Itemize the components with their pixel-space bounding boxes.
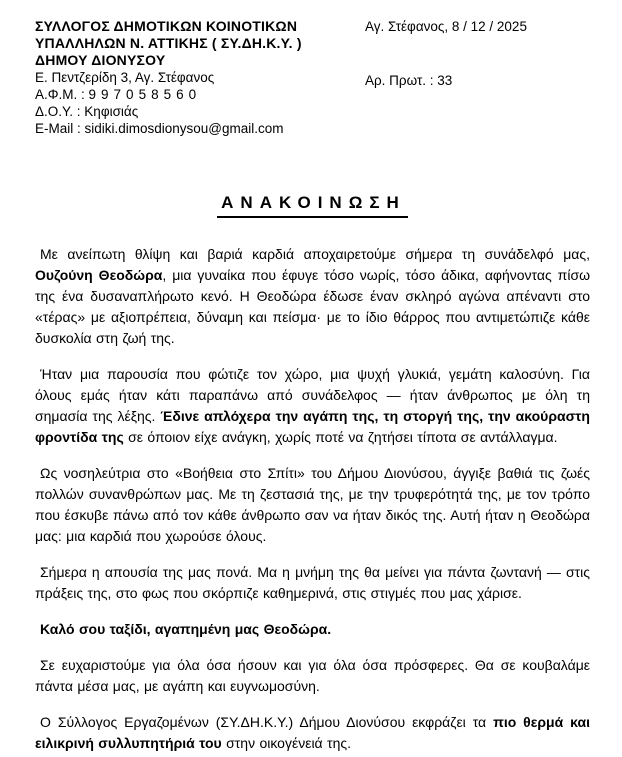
paragraph-bold-run: Έδινε απλόχερα την αγάπη της, τη στοργή της, την ακούραστη φροντίδα της bbox=[35, 408, 590, 445]
paragraph-text-run: Με ανείπωτη θλίψη και βαριά καρδιά αποχαιρετούμε σήμερα τη συνάδελφό μας, bbox=[40, 246, 590, 262]
afm-value: 997058560 bbox=[88, 87, 202, 102]
paragraph-text-run: σε όποιον είχε ανάγκη, χωρίς ποτέ να ζητήσει τίποτα σε αντάλλαγμα. bbox=[123, 429, 558, 445]
organization-name-line-3: ΔΗΜΟΥ ΔΙΟΝΥΣΟΥ bbox=[35, 52, 166, 68]
paragraph-text-run: Ο Σύλλογος Εργαζομένων (ΣΥ.ΔΗ.Κ.Υ.) Δήμου Διονύσου εκφράζει τα bbox=[40, 714, 494, 730]
organization-name-line-1: ΣΥΛΛΟΓΟΣ ΔΗΜΟΤΙΚΩΝ ΚΟΙΝΟΤΙΚΩΝ bbox=[35, 18, 298, 34]
doy-line: Δ.Ο.Υ. : Κηφισιάς bbox=[35, 104, 139, 119]
page-title: ΑΝΑΚΟΙΝΩΣΗ bbox=[217, 193, 408, 218]
paragraph-text-run: Σε ευχαριστούμε για όλα όσα ήσουν και για όλα όσα πρόσφερες. Θα σε κουβαλάμε πάντα μέσα μας, με αγάπη και ευγνωμοσύνη. bbox=[35, 657, 590, 694]
title-wrap bbox=[35, 193, 590, 218]
body-paragraph-1 bbox=[35, 244, 590, 349]
paragraph-bold-run: πιο θερμά και ειλικρινή συλλυπητήριά του bbox=[35, 714, 590, 751]
paragraph-text-run: , μια γυναίκα που έφυγε τόσο νωρίς, τόσο άδικα, αφήνοντας πίσω της ένα δυσαναπλήρωτο κενό. Η Θεοδώρα έδωσε έναν σκληρό αγώνα απέναντι στο «τέρας» με αξιοπρέπεια, δύναμη και πείσμα· με το ίδιο θάρρος που αντιμετώπιζε κάθε δυσκολία στη ζωή της. bbox=[35, 267, 591, 346]
document-body bbox=[35, 244, 590, 754]
afm-line bbox=[35, 86, 365, 103]
body-paragraph-5 bbox=[35, 619, 590, 640]
afm-label: Α.Φ.Μ. : bbox=[35, 87, 89, 102]
body-paragraph-2 bbox=[35, 364, 590, 448]
body-paragraph-7 bbox=[35, 712, 590, 754]
document-header bbox=[35, 18, 590, 137]
organization-block bbox=[35, 18, 365, 137]
organization-name-line-2: ΥΠΑΛΛΗΛΩΝ Ν. ΑΤΤΙΚΗΣ ( ΣΥ.ΔΗ.Κ.Υ. ) bbox=[35, 35, 302, 51]
paragraph-text-run: Ως νοσηλεύτρια στο «Βοήθεια στο Σπίτι» του Δήμου Διονύσου, άγγιξε βαθιά τις ζωές πολλών συνανθρώπων μας. Με τη ζεστασιά της, με την τρυφερότητά της, με τον τρόπο που έσκυβε πάνω από τον κάθε άνθρωπο σαν να ήταν δικός της. Αυτή ήταν η Θεοδώρα μας: μια καρδιά που χωρούσε όλους. bbox=[35, 465, 590, 544]
protocol-number-line: Αρ. Πρωτ. : 33 bbox=[365, 73, 453, 88]
body-paragraph-6 bbox=[35, 655, 590, 697]
paragraph-bold-run: Ουζούνη Θεοδώρα bbox=[35, 267, 163, 283]
body-paragraph-3 bbox=[35, 463, 590, 547]
paragraph-text-run: Σήμερα η απουσία της μας πονά. Μα η μνήμη της θα μείνει για πάντα ζωντανή — στις πράξεις της, στο φως που σκόρπιζε καθημερινά, στις στιγμές που μας χάρισε. bbox=[35, 564, 590, 601]
address-line: Ε. Πεντζερίδη 3, Αγ. Στέφανος bbox=[35, 70, 215, 85]
header-right-block bbox=[365, 18, 590, 89]
paragraph-bold-run: Καλό σου ταξίδι, αγαπημένη μας Θεοδώρα. bbox=[40, 621, 332, 637]
place-date-line: Αγ. Στέφανος, 8 / 12 / 2025 bbox=[365, 19, 527, 34]
paragraph-text-run: Ήταν μια παρουσία που φώτιζε τον χώρο, μια ψυχή γλυκιά, γεμάτη καλοσύνη. Για όλους εμάς ήταν κάτι παραπάνω από συνάδελφος — ήταν άνθρωπος με όλη τη σημασία της λέξης. bbox=[35, 366, 590, 424]
body-paragraph-4 bbox=[35, 562, 590, 604]
paragraph-text-run: στην οικογένειά της. bbox=[221, 735, 351, 751]
email-line: E-Mail : sidiki.dimosdionysou@gmail.com bbox=[35, 121, 284, 136]
